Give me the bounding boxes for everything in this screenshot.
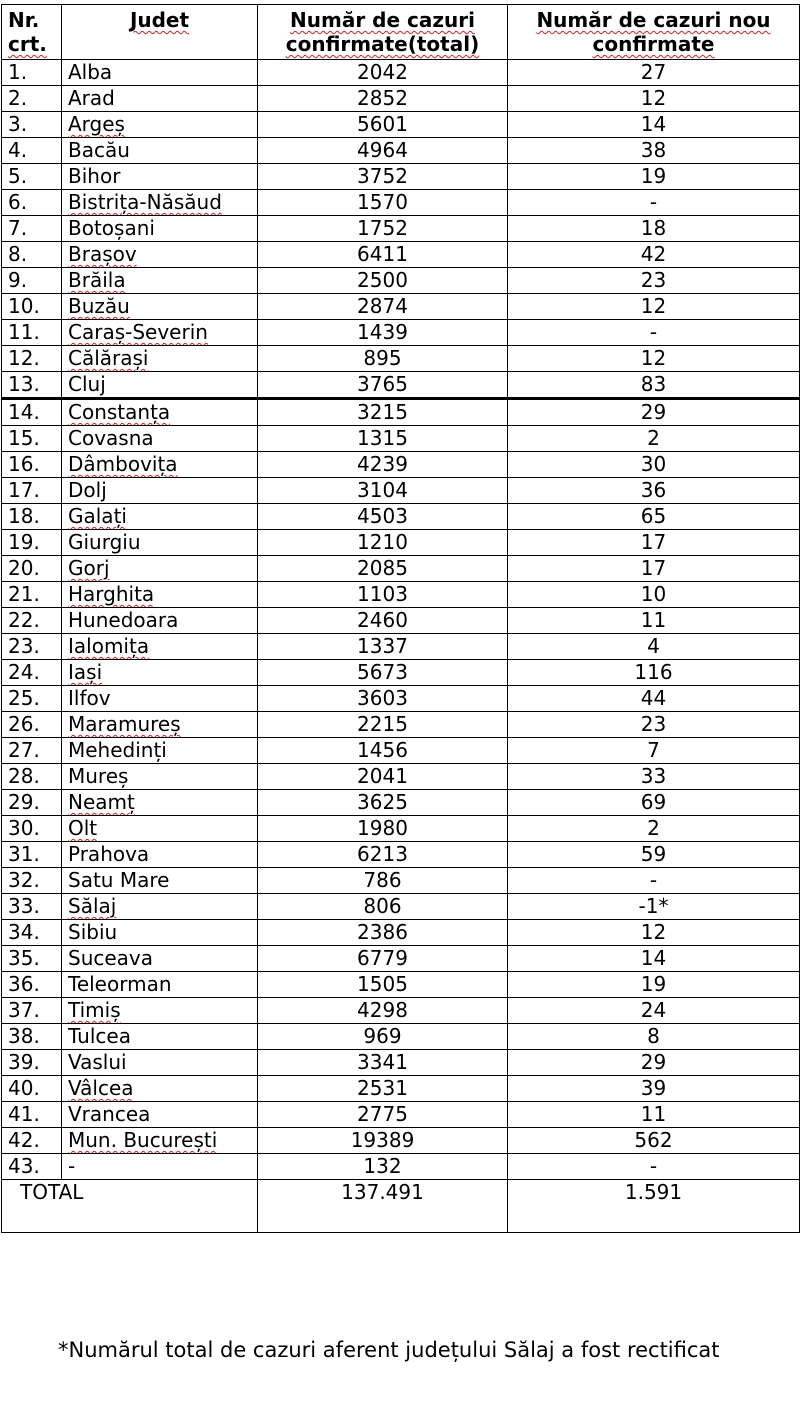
table-row — [2, 346, 800, 372]
row-new: 17 — [508, 530, 800, 556]
row-judet: Timiș — [62, 998, 258, 1024]
footnote: *Numărul total de cazuri aferent județului Sălaj a fost rectificat — [58, 1338, 720, 1362]
row-judet: Mun. București — [62, 1128, 258, 1154]
row-nr: 10. — [2, 294, 62, 320]
row-nr: 27. — [2, 738, 62, 764]
row-judet: Sălaj — [62, 894, 258, 920]
row-total: 3215 — [258, 399, 508, 426]
table-row — [2, 738, 800, 764]
row-total: 1337 — [258, 634, 508, 660]
row-new: 29 — [508, 399, 800, 426]
row-new: 59 — [508, 842, 800, 868]
row-judet: Caraș-Severin — [62, 320, 258, 346]
row-new: 12 — [508, 86, 800, 112]
row-nr: 24. — [2, 660, 62, 686]
row-total: 4298 — [258, 998, 508, 1024]
row-new: 18 — [508, 216, 800, 242]
row-new: 12 — [508, 346, 800, 372]
table-row — [2, 268, 800, 294]
row-nr: 28. — [2, 764, 62, 790]
row-total: 3752 — [258, 164, 508, 190]
row-judet: Argeș — [62, 112, 258, 138]
row-total: 1210 — [258, 530, 508, 556]
table-row — [2, 242, 800, 268]
table-row — [2, 504, 800, 530]
row-nr: 18. — [2, 504, 62, 530]
table-row — [2, 164, 800, 190]
row-total: 786 — [258, 868, 508, 894]
row-new: 11 — [508, 1102, 800, 1128]
row-nr: 7. — [2, 216, 62, 242]
row-total: 1980 — [258, 816, 508, 842]
row-new: 23 — [508, 268, 800, 294]
row-nr: 41. — [2, 1102, 62, 1128]
row-total: 3341 — [258, 1050, 508, 1076]
table-row — [2, 478, 800, 504]
row-new: - — [508, 190, 800, 216]
table-body — [2, 60, 800, 1180]
row-new: - — [508, 320, 800, 346]
row-nr: 38. — [2, 1024, 62, 1050]
row-total: 6213 — [258, 842, 508, 868]
row-nr: 30. — [2, 816, 62, 842]
table-row — [2, 60, 800, 86]
table-row — [2, 320, 800, 346]
row-new: 19 — [508, 972, 800, 998]
row-nr: 13. — [2, 372, 62, 399]
row-new: 116 — [508, 660, 800, 686]
table-row — [2, 216, 800, 242]
table-row — [2, 190, 800, 216]
row-total: 6411 — [258, 242, 508, 268]
row-total: 6779 — [258, 946, 508, 972]
row-nr: 25. — [2, 686, 62, 712]
row-new: -1* — [508, 894, 800, 920]
row-judet: Dâmbovița — [62, 452, 258, 478]
row-nr: 3. — [2, 112, 62, 138]
row-new: 23 — [508, 712, 800, 738]
row-total: 5673 — [258, 660, 508, 686]
table-row — [2, 920, 800, 946]
row-total: 1103 — [258, 582, 508, 608]
row-judet: Neamț — [62, 790, 258, 816]
row-nr: 29. — [2, 790, 62, 816]
row-judet: Covasna — [62, 426, 258, 452]
row-new: 69 — [508, 790, 800, 816]
row-nr: 4. — [2, 138, 62, 164]
header-new-cases: Număr de cazuri nou confirmate — [508, 5, 800, 60]
header-nr-crt: Nr. crt. — [2, 5, 62, 60]
row-new: 4 — [508, 634, 800, 660]
row-new: 36 — [508, 478, 800, 504]
row-judet: Brașov — [62, 242, 258, 268]
row-new: 24 — [508, 998, 800, 1024]
table-row — [2, 1128, 800, 1154]
row-total: 2460 — [258, 608, 508, 634]
row-total: 1752 — [258, 216, 508, 242]
row-judet: Ilfov — [62, 686, 258, 712]
row-total: 969 — [258, 1024, 508, 1050]
table-row — [2, 816, 800, 842]
row-total: 2386 — [258, 920, 508, 946]
row-judet: Brăila — [62, 268, 258, 294]
table-row — [2, 790, 800, 816]
row-new: - — [508, 868, 800, 894]
row-judet: Bistrița-Năsăud — [62, 190, 258, 216]
row-nr: 6. — [2, 190, 62, 216]
row-total: 3765 — [258, 372, 508, 399]
row-judet: Tulcea — [62, 1024, 258, 1050]
row-total: 1570 — [258, 190, 508, 216]
row-nr: 9. — [2, 268, 62, 294]
row-nr: 14. — [2, 399, 62, 426]
row-new: 11 — [508, 608, 800, 634]
table-row — [2, 426, 800, 452]
row-total: 2775 — [258, 1102, 508, 1128]
table-row — [2, 452, 800, 478]
row-nr: 34. — [2, 920, 62, 946]
row-total: 2500 — [258, 268, 508, 294]
row-judet: Buzău — [62, 294, 258, 320]
row-nr: 21. — [2, 582, 62, 608]
total-new: 1.591 — [508, 1180, 800, 1233]
row-judet: Botoșani — [62, 216, 258, 242]
covid-cases-table — [1, 4, 800, 1233]
table-row — [2, 764, 800, 790]
row-total: 1456 — [258, 738, 508, 764]
row-judet: Sibiu — [62, 920, 258, 946]
table-row — [2, 556, 800, 582]
row-nr: 1. — [2, 60, 62, 86]
row-judet: Hunedoara — [62, 608, 258, 634]
row-new: 12 — [508, 920, 800, 946]
total-confirmed: 137.491 — [258, 1180, 508, 1233]
row-new: 8 — [508, 1024, 800, 1050]
table-row — [2, 686, 800, 712]
row-new: 27 — [508, 60, 800, 86]
row-total: 19389 — [258, 1128, 508, 1154]
row-nr: 20. — [2, 556, 62, 582]
row-new: 7 — [508, 738, 800, 764]
row-total: 1439 — [258, 320, 508, 346]
row-judet: Călărași — [62, 346, 258, 372]
row-new: 14 — [508, 112, 800, 138]
table-row — [2, 842, 800, 868]
row-judet: Iași — [62, 660, 258, 686]
row-total: 4964 — [258, 138, 508, 164]
table-row — [2, 946, 800, 972]
row-judet: Harghita — [62, 582, 258, 608]
table-row — [2, 894, 800, 920]
table-header-row — [2, 5, 800, 60]
table-row — [2, 1076, 800, 1102]
row-new: 38 — [508, 138, 800, 164]
row-new: 65 — [508, 504, 800, 530]
row-nr: 15. — [2, 426, 62, 452]
row-nr: 35. — [2, 946, 62, 972]
row-total: 1315 — [258, 426, 508, 452]
table-row — [2, 712, 800, 738]
table-row — [2, 608, 800, 634]
row-new: 44 — [508, 686, 800, 712]
row-new: 2 — [508, 426, 800, 452]
row-total: 895 — [258, 346, 508, 372]
row-total: 2085 — [258, 556, 508, 582]
row-new: 29 — [508, 1050, 800, 1076]
row-total: 2215 — [258, 712, 508, 738]
row-judet: Bihor — [62, 164, 258, 190]
row-total: 132 — [258, 1154, 508, 1180]
row-nr: 37. — [2, 998, 62, 1024]
row-judet: Satu Mare — [62, 868, 258, 894]
row-judet: Prahova — [62, 842, 258, 868]
row-judet: Cluj — [62, 372, 258, 399]
table-row — [2, 998, 800, 1024]
table-row — [2, 1050, 800, 1076]
row-nr: 33. — [2, 894, 62, 920]
row-total: 2041 — [258, 764, 508, 790]
row-judet: Vaslui — [62, 1050, 258, 1076]
table-row — [2, 112, 800, 138]
table-row — [2, 530, 800, 556]
row-nr: 32. — [2, 868, 62, 894]
row-total: 4503 — [258, 504, 508, 530]
row-judet: Alba — [62, 60, 258, 86]
row-new: - — [508, 1154, 800, 1180]
row-total: 3625 — [258, 790, 508, 816]
row-total: 2874 — [258, 294, 508, 320]
table-row — [2, 86, 800, 112]
row-judet: Constanța — [62, 399, 258, 426]
row-nr: 8. — [2, 242, 62, 268]
row-new: 39 — [508, 1076, 800, 1102]
row-judet: Ialomița — [62, 634, 258, 660]
row-nr: 26. — [2, 712, 62, 738]
row-nr: 23. — [2, 634, 62, 660]
table-row — [2, 972, 800, 998]
row-nr: 43. — [2, 1154, 62, 1180]
row-nr: 39. — [2, 1050, 62, 1076]
row-nr: 36. — [2, 972, 62, 998]
row-judet: Mehedinți — [62, 738, 258, 764]
row-new: 562 — [508, 1128, 800, 1154]
row-judet: Dolj — [62, 478, 258, 504]
row-total: 2852 — [258, 86, 508, 112]
row-total: 3603 — [258, 686, 508, 712]
row-nr: 17. — [2, 478, 62, 504]
row-total: 2531 — [258, 1076, 508, 1102]
table-row — [2, 1024, 800, 1050]
row-new: 33 — [508, 764, 800, 790]
table-row — [2, 1102, 800, 1128]
table-row — [2, 399, 800, 426]
row-nr: 31. — [2, 842, 62, 868]
row-new: 83 — [508, 372, 800, 399]
row-judet: Teleorman — [62, 972, 258, 998]
row-nr: 22. — [2, 608, 62, 634]
row-judet: Suceava — [62, 946, 258, 972]
row-nr: 5. — [2, 164, 62, 190]
row-judet: - — [62, 1154, 258, 1180]
row-nr: 42. — [2, 1128, 62, 1154]
row-nr: 16. — [2, 452, 62, 478]
row-judet: Arad — [62, 86, 258, 112]
row-judet: Vrancea — [62, 1102, 258, 1128]
row-judet: Mureș — [62, 764, 258, 790]
row-new: 10 — [508, 582, 800, 608]
row-total: 1505 — [258, 972, 508, 998]
table-row — [2, 372, 800, 399]
table-row — [2, 138, 800, 164]
row-new: 17 — [508, 556, 800, 582]
row-judet: Olt — [62, 816, 258, 842]
table-row — [2, 660, 800, 686]
row-new: 14 — [508, 946, 800, 972]
row-judet: Giurgiu — [62, 530, 258, 556]
header-total-cases: Număr de cazuri confirmate(total) — [258, 5, 508, 60]
row-new: 19 — [508, 164, 800, 190]
row-nr: 12. — [2, 346, 62, 372]
row-judet: Galați — [62, 504, 258, 530]
row-judet: Maramureș — [62, 712, 258, 738]
row-nr: 40. — [2, 1076, 62, 1102]
row-new: 12 — [508, 294, 800, 320]
total-label: TOTAL — [2, 1180, 258, 1233]
row-total: 5601 — [258, 112, 508, 138]
row-new: 30 — [508, 452, 800, 478]
row-new: 2 — [508, 816, 800, 842]
header-judet: Judet — [62, 5, 258, 60]
row-total: 2042 — [258, 60, 508, 86]
row-judet: Bacău — [62, 138, 258, 164]
row-judet: Vâlcea — [62, 1076, 258, 1102]
total-row — [2, 1180, 800, 1233]
table-row — [2, 868, 800, 894]
row-total: 806 — [258, 894, 508, 920]
table-row — [2, 582, 800, 608]
table-row — [2, 634, 800, 660]
row-nr: 2. — [2, 86, 62, 112]
row-judet: Gorj — [62, 556, 258, 582]
row-nr: 11. — [2, 320, 62, 346]
row-total: 4239 — [258, 452, 508, 478]
row-nr: 19. — [2, 530, 62, 556]
table-row — [2, 294, 800, 320]
row-total: 3104 — [258, 478, 508, 504]
table-row — [2, 1154, 800, 1180]
row-new: 42 — [508, 242, 800, 268]
